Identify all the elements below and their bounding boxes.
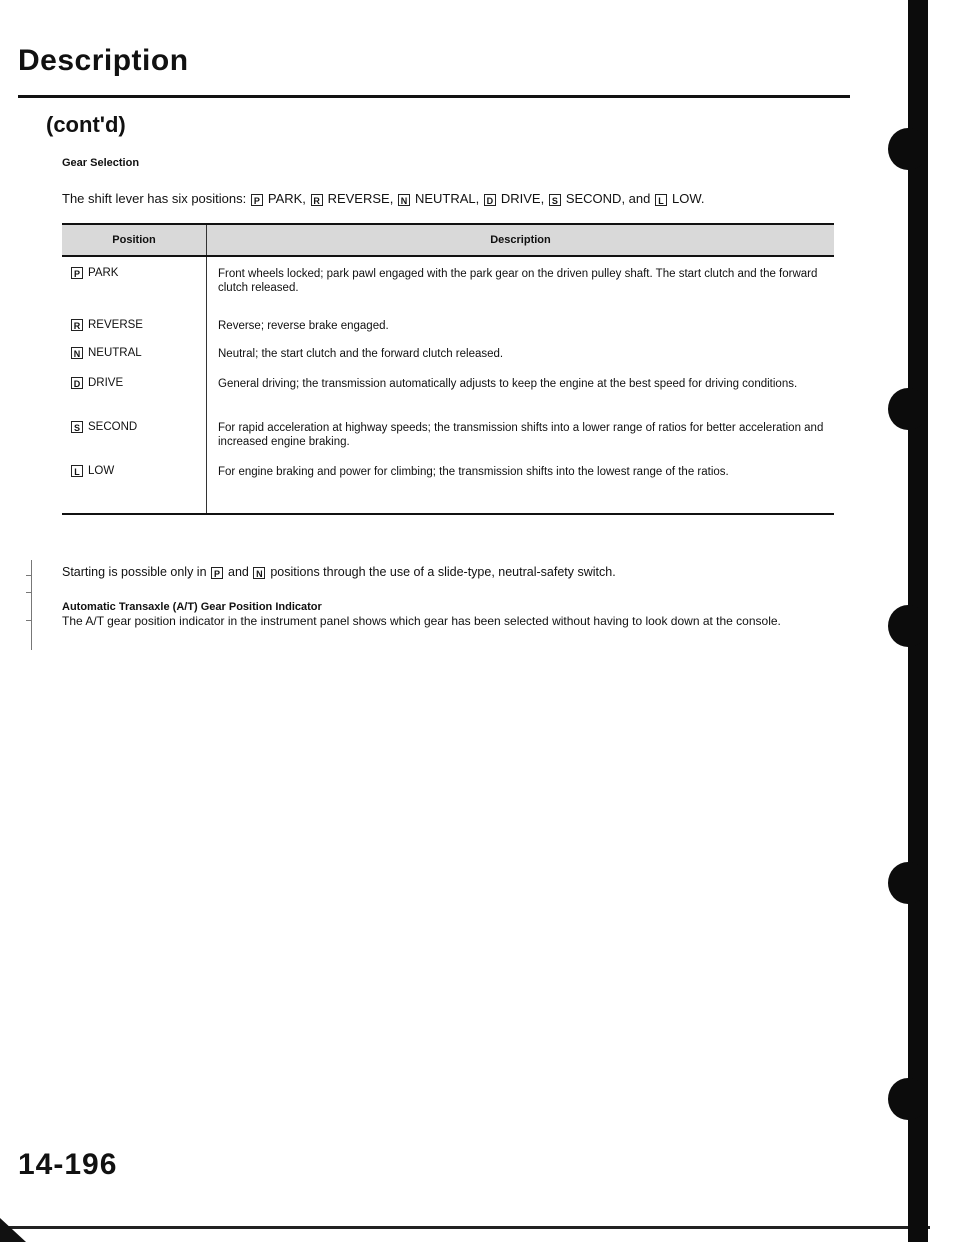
page-number: 14-196 — [18, 1148, 118, 1181]
position-name: REVERSE — [88, 319, 143, 331]
position-cell — [62, 421, 207, 465]
key-d-icon: D — [484, 194, 496, 206]
binding-tab — [888, 128, 928, 170]
key-s-icon: S — [549, 194, 561, 206]
position-cell — [62, 347, 207, 377]
intro-drive: DRIVE, — [500, 191, 545, 206]
binding-tab — [888, 862, 928, 904]
position-cell — [62, 465, 207, 514]
section-heading-gear-selection: Gear Selection — [62, 157, 140, 169]
page-subtitle: (cont'd) — [46, 112, 126, 137]
intro-reverse: REVERSE, — [327, 191, 394, 206]
position-name: NEUTRAL — [88, 347, 142, 359]
key-p-icon: P — [211, 567, 223, 579]
indicator-heading: Automatic Transaxle (A/T) Gear Position Indicator — [62, 601, 322, 613]
key-n-icon: N — [71, 347, 83, 359]
key-r-icon: R — [71, 319, 83, 331]
key-l-icon: L — [71, 465, 83, 477]
margin-line — [31, 560, 32, 650]
header-position: Position — [62, 224, 207, 256]
binding-tab — [888, 1078, 928, 1120]
starting-middle: and — [228, 565, 249, 579]
key-r-icon: R — [311, 194, 323, 206]
position-name: PARK — [88, 267, 119, 279]
intro-low: LOW. — [672, 191, 705, 206]
intro-park: PARK, — [267, 191, 306, 206]
margin-tick — [26, 592, 32, 593]
position-cell — [62, 256, 207, 319]
position-name: SECOND — [88, 421, 138, 433]
key-d-icon: D — [71, 377, 83, 389]
header-description: Description — [207, 224, 835, 256]
indicator-body: The A/T gear position indicator in the instrument panel shows which gear has been selected without having to look down at the console. — [62, 614, 781, 628]
table-row — [62, 465, 834, 514]
table-row — [62, 319, 834, 347]
starting-after: positions through the use of a slide-type, neutral-safety switch. — [270, 565, 616, 579]
table-row — [62, 347, 834, 377]
key-p-icon: P — [251, 194, 263, 206]
table-row — [62, 377, 834, 421]
position-name: LOW — [88, 465, 115, 477]
description-cell: For engine braking and power for climbing; the transmission shifts into the lowest range of the ratios. — [207, 465, 835, 514]
table-row — [62, 256, 834, 319]
intro-second: SECOND, and — [565, 191, 651, 206]
intro-neutral: NEUTRAL, — [414, 191, 480, 206]
key-l-icon: L — [655, 194, 667, 206]
description-cell: For rapid acceleration at highway speeds; the transmission shifts into a lower range of ratios for better acceleration and increased engine braking. — [218, 422, 824, 448]
bottom-corner-mark — [0, 1218, 26, 1242]
title-rule — [18, 95, 850, 98]
binding-tab — [888, 388, 928, 430]
table-header-row — [62, 224, 834, 256]
description-cell: General driving; the transmission automatically adjusts to keep the engine at the best speed for driving conditions. — [218, 378, 798, 390]
key-n-icon: N — [398, 194, 410, 206]
key-n-icon: N — [253, 567, 265, 579]
intro-prefix: The shift lever has six positions: — [62, 191, 247, 206]
key-s-icon: S — [71, 421, 83, 433]
key-p-icon: P — [71, 267, 83, 279]
margin-tick — [26, 620, 32, 621]
binding-tab — [888, 605, 928, 647]
description-cell: Front wheels locked; park pawl engaged with the park gear on the driven pulley shaft. The start clutch and the forward clutch released. — [218, 268, 818, 294]
bottom-rule — [0, 1226, 930, 1229]
page-title: Description — [18, 44, 189, 77]
description-cell: Reverse; reverse brake engaged. — [218, 320, 389, 332]
margin-tick — [26, 575, 32, 576]
position-cell — [62, 377, 207, 421]
intro-paragraph — [62, 191, 705, 206]
position-name: DRIVE — [88, 377, 124, 389]
gear-position-table — [62, 223, 834, 515]
description-cell: Neutral; the start clutch and the forward clutch released. — [218, 348, 504, 360]
table-row — [62, 421, 834, 465]
starting-note — [62, 565, 616, 579]
starting-before: Starting is possible only in — [62, 565, 207, 579]
position-cell — [62, 319, 207, 347]
